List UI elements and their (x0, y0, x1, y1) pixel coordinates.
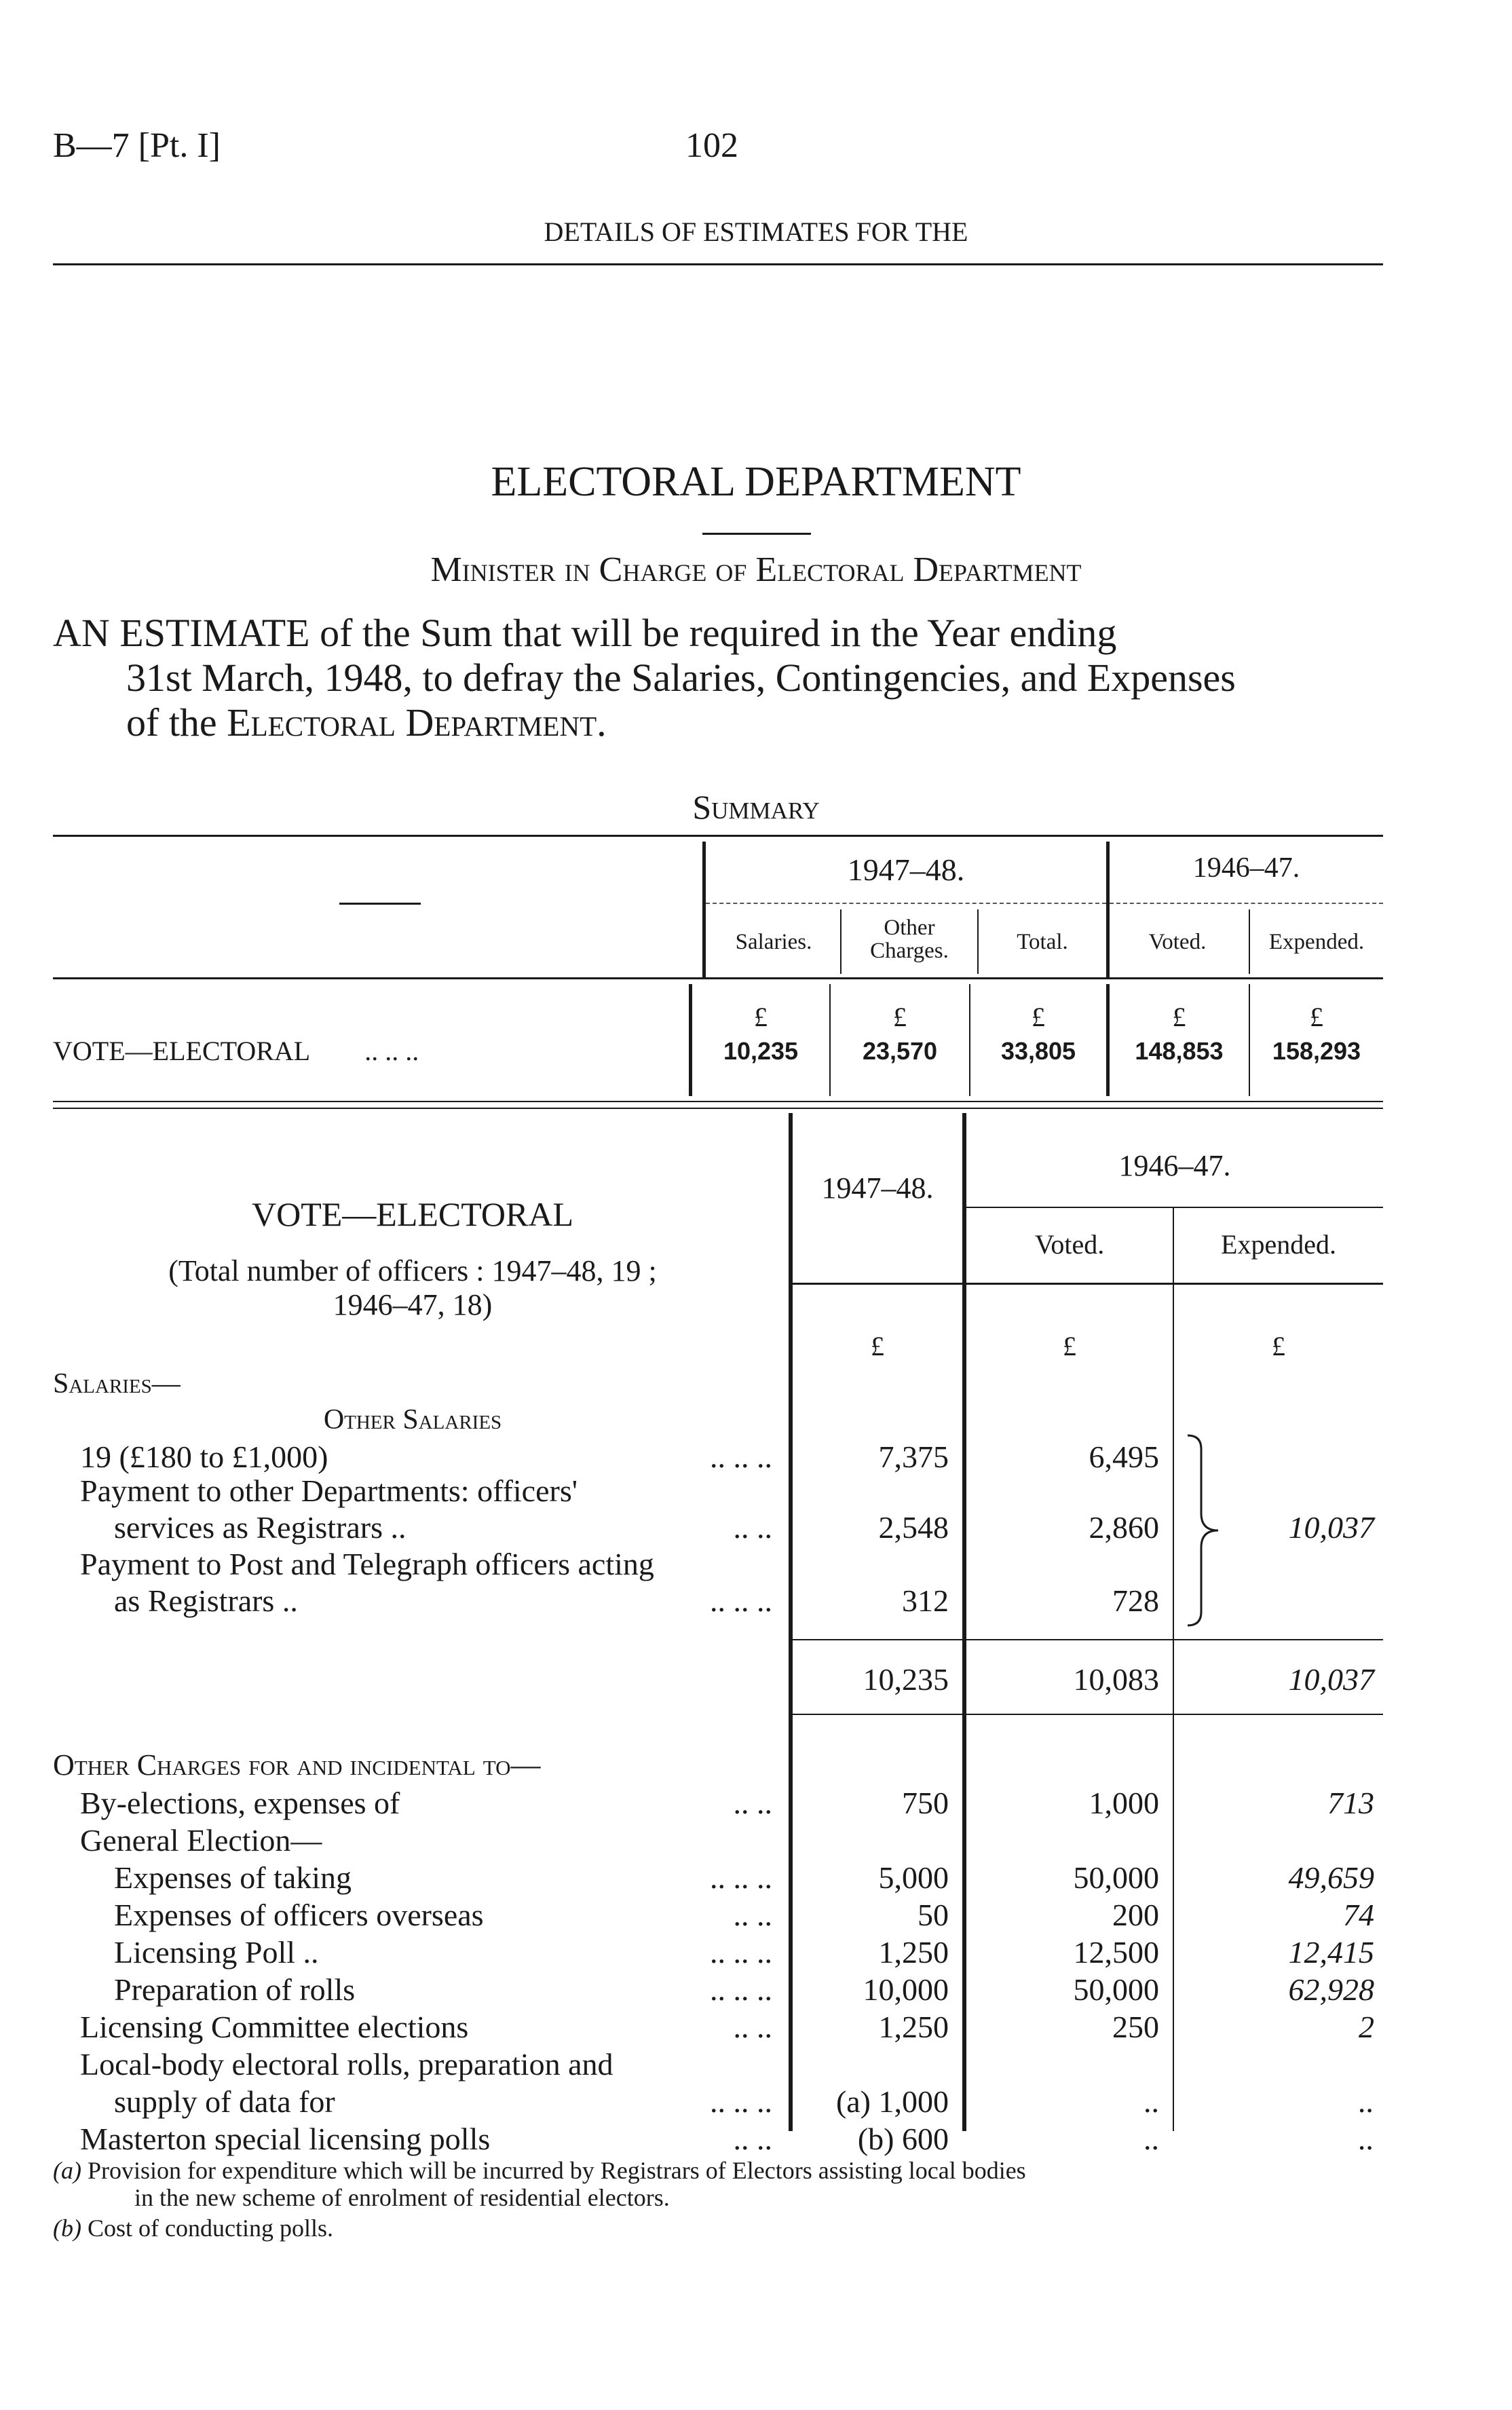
title-rule (702, 533, 811, 535)
summary-total-value: 33,805 (1000, 1037, 1076, 1065)
salary-row-1-voted: 6,495 (1089, 1439, 1159, 1474)
other-charges-heading: Other Charges for and incidental to— (53, 1748, 541, 1782)
salaries-brace (1181, 1432, 1228, 1629)
estimate-intro: AN ESTIMATE of the Sum that will be required in the Year ending 31st March, 1948, to defray the Salaries, Contingencies, and Expenses of the Electoral Department. (53, 611, 1236, 745)
salaries-total-current: 10,235 (863, 1662, 949, 1697)
charge-row-expended: .. (1359, 2122, 1374, 2156)
salary-row-2-label-2: services as Registrars .. .. .. (114, 1510, 772, 1545)
charge-row-expended: 62,928 (1288, 1972, 1374, 2007)
summary-year-previous: 1946–47. (1192, 852, 1300, 884)
summary-stub-rule (339, 903, 421, 905)
summary-bottom-rule-1 (53, 1101, 1383, 1102)
vote-col-previous: 1946–47. (1118, 1149, 1231, 1182)
charge-row-voted: .. (1144, 2122, 1159, 2156)
summary-mid-rule (53, 977, 1383, 979)
charge-row-current: (a) 1,000 (835, 2084, 949, 2119)
charge-row-label: Local-body electoral rolls, preparation and (80, 2047, 613, 2082)
charge-row-label: Licensing Committee elections .. .. (80, 2010, 772, 2044)
summary-col-total: Total. (1017, 930, 1068, 954)
summary-col-other: Other Charges. (870, 916, 949, 963)
charge-row-current: 750 (902, 1786, 949, 1820)
vote-currency-2: £ (1063, 1331, 1076, 1361)
charge-row-expended: .. (1359, 2084, 1374, 2119)
summary-currency-5: £ (1310, 1002, 1323, 1032)
header-rule (53, 263, 1383, 265)
minister-line: Minister in Charge of Electoral Department (430, 550, 1082, 589)
vote-header-sub-rule (966, 1207, 1383, 1208)
charge-row-expended: 12,415 (1288, 1935, 1374, 1970)
vote-col-expended: Expended. (1221, 1229, 1336, 1260)
charge-row-current: 1,250 (878, 1935, 949, 1970)
charge-row-label: Masterton special licensing polls .. .. (80, 2122, 772, 2156)
salary-row-3-label-1: Payment to Post and Telegraph officers acting (80, 1547, 654, 1581)
footnote-b: (b) Cost of conducting polls. (53, 2215, 333, 2242)
charge-row-voted: 12,500 (1073, 1935, 1159, 1970)
salary-row-3-voted: 728 (1112, 1583, 1159, 1618)
summary-currency-1: £ (754, 1002, 768, 1032)
summary-expended-value: 158,293 (1272, 1037, 1361, 1065)
charge-row-voted: 1,000 (1089, 1786, 1159, 1820)
charge-row-voted: 200 (1112, 1898, 1159, 1932)
charge-row-current: 50 (918, 1898, 949, 1932)
charge-row-label: supply of data for .. .. .. (114, 2084, 772, 2119)
summary-top-rule (53, 835, 1383, 837)
summary-currency-2: £ (893, 1002, 907, 1032)
summary-bottom-rule-2 (53, 1108, 1383, 1109)
other-salaries-heading: Other Salaries (323, 1404, 502, 1435)
vote-officers: (Total number of officers : 1947–48, 19 ; 1946–47, 18) (168, 1254, 657, 1321)
charge-row-expended: 713 (1327, 1786, 1374, 1820)
footnote-a: (a) Provision for expenditure which will be incurred by Registrars of Electors assisting local bodies in the new scheme of enrolment of residential electors. (53, 2157, 1026, 2211)
salaries-sum-rule (793, 1639, 1383, 1640)
charge-row-voted: 250 (1112, 2010, 1159, 2044)
salaries-heading: Salaries— (53, 1368, 181, 1399)
charge-row-label: General Election— (80, 1823, 322, 1858)
salary-row-3-label-2: as Registrars .. .. .. .. (114, 1583, 772, 1618)
vote-title: VOTE—ELECTORAL (251, 1195, 574, 1233)
charge-row-label: Expenses of officers overseas .. .. (114, 1898, 772, 1932)
charge-row-expended: 49,659 (1288, 1860, 1374, 1895)
summary-col-expended: Expended. (1268, 930, 1365, 954)
page-number: 102 (685, 126, 738, 165)
charge-row-voted: .. (1144, 2084, 1159, 2119)
summary-voted-value: 148,853 (1135, 1037, 1224, 1065)
vote-currency-3: £ (1272, 1331, 1285, 1361)
summary-currency-3: £ (1032, 1002, 1045, 1032)
charge-row-voted: 50,000 (1073, 1972, 1159, 2007)
salaries-expended-combined: 10,037 (1288, 1510, 1374, 1545)
vote-header-rule (793, 1283, 1383, 1285)
salary-row-1-current: 7,375 (878, 1439, 949, 1474)
page-ref: B—7 [Pt. I] (53, 126, 221, 165)
summary-other-value: 23,570 (862, 1037, 938, 1065)
salary-row-2-voted: 2,860 (1089, 1510, 1159, 1545)
salary-row-3-current: 312 (902, 1583, 949, 1618)
charge-row-current: 10,000 (863, 1972, 949, 2007)
charge-row-current: 5,000 (878, 1860, 949, 1895)
salary-row-2-label-1: Payment to other Departments: officers' (80, 1473, 578, 1508)
summary-salaries-value: 10,235 (723, 1037, 799, 1065)
charge-row-label: Preparation of rolls .. .. .. (114, 1972, 772, 2007)
salaries-total-voted: 10,083 (1073, 1662, 1159, 1697)
summary-heading: Summary (692, 788, 820, 826)
salary-row-1-label: 19 (£180 to £1,000) .. .. .. (80, 1439, 772, 1474)
salaries-total-expended: 10,037 (1288, 1662, 1374, 1697)
summary-currency-4: £ (1172, 1002, 1186, 1032)
charge-row-label: Expenses of taking .. .. .. (114, 1860, 772, 1895)
summary-sub-rule-1 (706, 903, 1106, 904)
summary-row-label: VOTE—ELECTORAL .. .. .. (53, 1036, 419, 1066)
salaries-total-rule (793, 1714, 1383, 1715)
department-title: ELECTORAL DEPARTMENT (491, 459, 1021, 505)
vote-col-voted: Voted. (1034, 1229, 1105, 1260)
vote-col-current: 1947–48. (821, 1171, 934, 1205)
charge-row-expended: 74 (1343, 1898, 1374, 1932)
charge-row-current: 1,250 (878, 2010, 949, 2044)
charge-row-voted: 50,000 (1073, 1860, 1159, 1895)
charge-row-label: By-elections, expenses of .. .. (80, 1786, 772, 1820)
summary-sub-rule-2 (1110, 903, 1383, 904)
charge-row-current: (b) 600 (857, 2122, 949, 2156)
vote-currency-1: £ (871, 1331, 884, 1361)
running-title: DETAILS OF ESTIMATES FOR THE (544, 216, 968, 247)
summary-col-voted: Voted. (1148, 930, 1207, 954)
charge-row-expended: 2 (1359, 2010, 1374, 2044)
summary-year-current: 1947–48. (847, 852, 965, 887)
charge-row-label: Licensing Poll .. .. .. .. (114, 1935, 772, 1970)
summary-col-salaries: Salaries. (735, 930, 812, 954)
salary-row-2-current: 2,548 (878, 1510, 949, 1545)
